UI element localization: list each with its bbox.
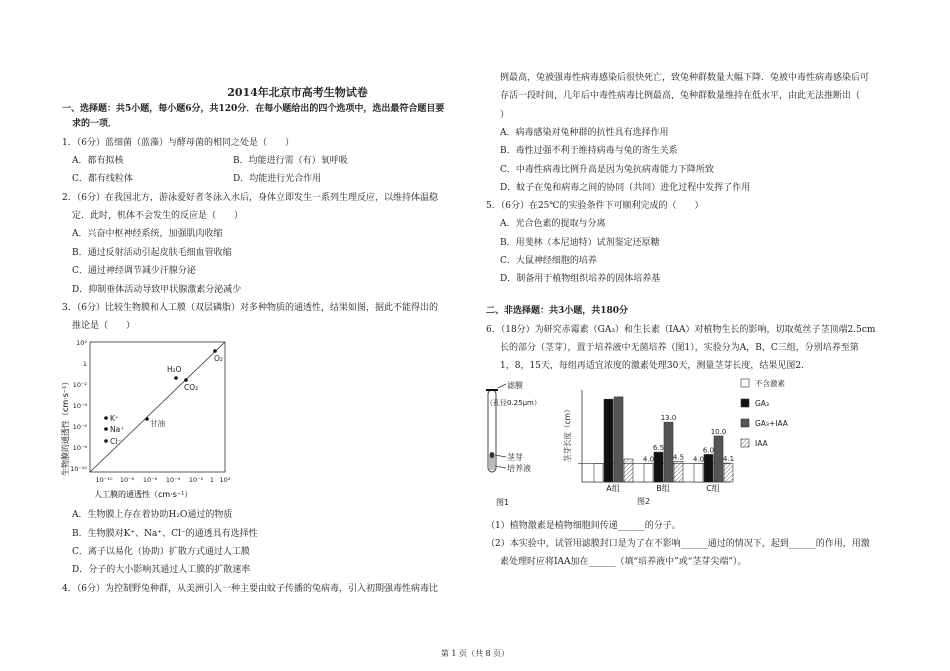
q3-xtick: 10⁻² <box>188 476 204 484</box>
q3-label-co2: CO₂ <box>184 383 199 392</box>
q3-diagonal-line <box>90 342 225 472</box>
q3-ytick: 10⁻⁶ <box>72 423 87 431</box>
q3-ytick: 1 <box>82 360 87 368</box>
q4-stem-cont: 例最高，兔被强毒性病毒感染后很快死亡，致兔种群数量大幅下降．兔被中毒性病毒感染后可 <box>500 73 870 83</box>
q1-option-b: B．均能进行需（有）氧呼吸 <box>233 156 348 166</box>
fig2-value-label: 4.1 <box>722 455 735 464</box>
q3-permeability-chart <box>60 338 250 504</box>
q3-point-glycerol <box>145 417 149 421</box>
fig2-bar <box>704 454 713 482</box>
q3-ytick: 10⁻² <box>72 381 87 389</box>
fig2-value-label: 6.0 <box>702 446 715 455</box>
q6-sub1: （1）植物激素是植物细胞间传递______的分子。 <box>486 521 681 531</box>
q3-label-k: K⁺ <box>110 414 119 423</box>
fig2-legend-swatch <box>741 399 749 407</box>
q3-stem: 3．（6分）比较生物膜和人工膜（双层磷脂）对多种物质的通透性，结果如图，据此不能得出的 <box>62 303 438 313</box>
q3-point-k <box>104 416 108 420</box>
q6-stem: 6．（18分）为研究赤霉素（GA₃）和生长素（IAA）对植物生长的影响，切取菟丝子茎顶端2.5cm <box>486 325 876 335</box>
fig2-bar <box>694 464 703 482</box>
q3-point-o2 <box>213 349 217 353</box>
fig2-bar <box>624 459 633 482</box>
fig2-category-label: C组 <box>706 484 720 493</box>
q3-ylabel: 生物膜的通透性（cm·s⁻¹） <box>61 377 70 476</box>
fig1-pore-label: （孔径0.25μm） <box>486 399 541 407</box>
q3-xtick: 10⁻¹⁰ <box>95 476 113 484</box>
q3-ytick: 10⁻⁸ <box>72 444 87 452</box>
q4-option-b: B．毒性过强不利于维持病毒与兔的寄生关系 <box>500 146 678 156</box>
q3-stem-cont: 推论是（ ） <box>72 321 136 331</box>
q6-stem-cont: 1，8，15天，每组再适宜浓度的激素处理30天，测量茎芽长度，结果见图2． <box>500 361 811 371</box>
fig2-category-label: A组 <box>606 484 620 493</box>
q4-option-d: D．蚊子在兔和病毒之间的协同（共同）进化过程中发挥了作用 <box>500 183 751 193</box>
q3-xlabel: 人工膜的通透性（cm·s⁻¹） <box>94 490 193 499</box>
q5-stem: 5．（6分）在25℃的实验条件下可顺利完成的（ ） <box>486 201 704 211</box>
q6-figure2-chart <box>555 376 800 510</box>
q3-xtick: 10⁻⁶ <box>142 476 158 484</box>
fig2-bar <box>724 463 733 482</box>
fig2-bar <box>644 464 653 482</box>
section1-heading-cont: 求的一项． <box>72 119 118 129</box>
q3-label-h2o: H₂O <box>167 365 182 374</box>
q2-option-b: B．通过反射活动引起皮肤毛细血管收缩 <box>72 248 232 258</box>
culture-medium <box>489 456 495 470</box>
q3-label-na: Na⁺ <box>110 425 125 434</box>
fig2-bar <box>664 422 673 482</box>
q3-ytick: 10² <box>76 339 87 347</box>
q5-option-c: C．大鼠神经细胞的培养 <box>500 256 597 266</box>
q3-point-co2 <box>184 378 188 382</box>
page-footer: 第 1 页（共 8 页） <box>440 649 510 658</box>
q6-sub2-cont: 素处理时应将IAA加在______（填“培养液中”或“茎芽尖端”）。 <box>500 557 747 567</box>
q3-xtick: 1 <box>209 476 215 484</box>
fig2-legend-label: GA₃ <box>755 399 769 408</box>
q1-option-a: A．都有拟核 <box>72 156 124 166</box>
q3-option-c: C．离子以易化（协助）扩散方式通过人工膜 <box>72 547 250 557</box>
fig2-value-label: 4.0 <box>692 455 705 464</box>
fig2-bar <box>714 436 723 482</box>
fig2-value-label: 13.0 <box>660 414 677 423</box>
fig2-bar <box>594 464 603 482</box>
q6-figure1 <box>484 380 554 510</box>
fig2-value-label: 6.5 <box>652 444 665 453</box>
q2-option-d: D．抑制垂体活动导致甲状腺激素分泌减少 <box>72 285 242 295</box>
fig2-value-label: 4.5 <box>672 453 685 462</box>
section2-heading: 二、非选择题：共3小题，共180分 <box>486 306 629 316</box>
q6-stem-cont: 长的部分（茎芽），置于培养液中无菌培养（图1），实验分为A，B，C三组，分别培养至第 <box>500 343 859 353</box>
q3-label-o2: O₂ <box>214 354 223 363</box>
q3-option-b: B．生物膜对K⁺、Na⁺、Cl⁻的通透具有选择性 <box>72 529 258 539</box>
q4-stem: 4．（6分）为控制野兔种群，从美洲引入一种主要由蚊子传播的兔病毒，引入初期强毒性病毒比 <box>62 584 438 594</box>
fig2-legend-swatch <box>741 379 749 387</box>
fig1-membrane-label: 滤膜 <box>507 381 523 390</box>
q3-xtick: 10⁻⁴ <box>165 476 181 484</box>
fig2-legend-label: GA₃+IAA <box>755 419 788 428</box>
q3-option-d: D．分子的大小影响其通过人工膜的扩散速率 <box>72 565 251 575</box>
fig2-value-label: 10.0 <box>710 428 727 436</box>
q5-option-b: B．用斐林（本尼迪特）试剂鉴定还原糖 <box>500 238 660 248</box>
fig2-bar <box>614 397 623 482</box>
fig1-caption: 图1 <box>496 498 510 507</box>
fig2-category-label: B组 <box>656 484 670 493</box>
q3-option-a: A．生物膜上存在着协助H₂O通过的物质 <box>72 510 233 520</box>
q3-xtick: 10⁻⁸ <box>119 476 135 484</box>
q3-label-cl: Cl⁻ <box>110 437 122 446</box>
q4-stem-cont: ） <box>500 110 510 120</box>
q2-stem: 2．（6分）在我国北方，游泳爱好者冬泳入水后，身体立即发生一系列生理反应，以维持体温稳 <box>62 193 438 203</box>
q3-ytick: 10⁻¹⁰ <box>70 465 87 473</box>
fig2-legend-swatch <box>741 439 749 447</box>
fig2-bar <box>604 399 613 482</box>
fig2-bar <box>654 452 663 482</box>
q3-point-h2o <box>174 376 178 380</box>
q2-option-a: A．兴奋中枢神经系统，加强肌肉收缩 <box>72 229 223 239</box>
fig1-bud-label: 茎芽 <box>507 453 523 462</box>
q3-ytick: 10⁻⁴ <box>72 402 87 410</box>
fig2-legend-label: IAA <box>755 439 768 448</box>
q4-option-c: C．中毒性病毒比例升高是因为兔抗病毒能力下降所致 <box>500 165 714 175</box>
q3-point-na <box>104 427 108 431</box>
q1-stem: 1．（6分）蓝细菌（蓝藻）与酵母菌的相同之处是（ ） <box>62 138 294 148</box>
q4-stem-cont: 存活一段时间，几年后中毒性病毒比例最高，兔种群数量维持在低水平，由此无法推断出（ <box>500 91 861 101</box>
q4-option-a: A．病毒感染对兔种群的抗性具有选择作用 <box>500 128 669 138</box>
q3-label-glycerol: 甘油 <box>150 419 165 428</box>
q2-stem-cont: 定．此时，机体不会发生的反应是（ ） <box>72 211 244 221</box>
fig2-legend-swatch <box>741 419 749 427</box>
q5-option-d: D．制备用于植物组织培养的固体培养基 <box>500 274 661 284</box>
stem-bud <box>490 452 495 458</box>
q1-option-d: D．均能进行光合作用 <box>233 174 322 184</box>
section1-heading: 一、选择题：共5小题，每小题6分，共120分．在每小题给出的四个选项中，选出最符合题目要 <box>62 104 445 114</box>
q5-option-a: A．光合色素的提取与分离 <box>500 219 606 229</box>
fig2-bar <box>674 461 683 482</box>
page-title: 2014年北京市高考生物试卷 <box>227 86 368 99</box>
fig1-medium-label: 培养液 <box>507 464 531 473</box>
q1-option-c: C．都有线粒体 <box>72 174 133 184</box>
q3-point-cl <box>104 439 108 443</box>
fig2-value-label: 4.0 <box>642 455 655 464</box>
fig2-ylabel: 茎芽长度（cm） <box>563 405 572 462</box>
fig2-legend-label: 不含激素 <box>755 379 785 388</box>
q3-xtick: 10² <box>219 476 231 484</box>
q6-sub2: （2）本实验中，试管用滤膜封口是为了在不影响______通过的情况下，起到______的作用，用激 <box>486 539 870 549</box>
q2-option-c: C．通过神经调节减少汗腺分泌 <box>72 266 196 276</box>
fig2-caption: 图2 <box>637 497 651 506</box>
